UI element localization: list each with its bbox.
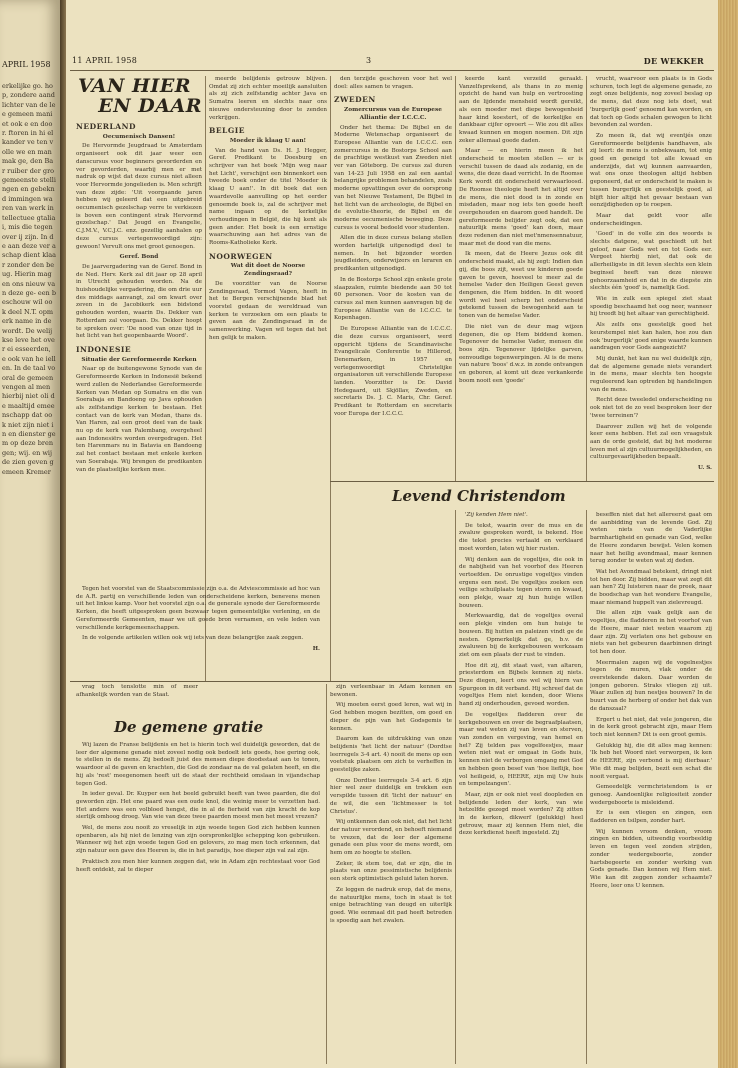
article-paragraph: Ik meen, dat de Heere Jezus ook dit onderscheid maakt, als hij zegt: Indien dan gij, die boos zijt, weet uw kinderen goede gaven te geven, hoeveel te meer zal de hemelse Vader den Heiligen Geest geven dengenen, die Hem bidden. In dit woord wordt wel heel scherp het onderscheid getekend tussen de bewogenheid aan te tonen van de hemelse Vader.: [459, 251, 583, 320]
article-paragraph: Wij denken aan de vogeltjes, die ook in de nabijheid van het voorhof des Heeren vertoefden. De onrustige vogeltjes vinden ergens een nest. De vogeltjes zoeken een veilige schuilplaats tegen storm en kwaad, een plekje, waar zij hun huisje willen bouwen.: [459, 556, 583, 609]
article-paragraph: meerde belijdenis getrouw blijven. Omdat zij zich echter moeilijk aansluiten als zij zich zelfstandig achter Java en Sumatra leeren en slechts naar ons nieuwe ondersteuning door te zenden verkrijgen.: [209, 76, 327, 121]
article-paragraph: Zo meen ik, dat wij eventjés onze Gereformeerde belijdenis handhaven, als zij leert: de mens is onbekwaam, tot enig goed en geneigd tot alle kwaad en anderzijds, dat wij kunnen aanvaarden, wat ons onze theologen altijd hebben geponeerd, dat er onderscheid te maken is tussen burgerlijk en geestelijk goed, al blijft hier altijd het gevaar bestaan van eenzijdigheden op te roepen.: [590, 132, 712, 209]
article-paragraph: Ze leggen de nadruk erop, dat de mens, de natuurlijke mens, toch in staat is tot enige betrachting van deugd en uiterlijk goed. Wie eenmaal dit pad heeft betreden is spoedig aan het zwalen.: [330, 886, 452, 924]
article-paragraph: Merkwaardig, dat de vogeltjes overal een plekje vinden om hun huisje te bouwen. Bij hutten en paleizen vindt ge de nesten. Opmerkelijk dat ge, b.v. de zwaluwen bij de kerkgebouwen werkzaam ziet om een plaats der rust te vinden.: [459, 613, 583, 658]
subhead-zendingsraad: Wat dit doet de Noorse Zendingsraad?: [230, 263, 306, 278]
article-paragraph: Er is een vliegen en zingen, een fladderen en tsilpen, zonder hart.: [590, 810, 712, 825]
column-divider: [326, 684, 327, 1064]
article-paragraph: zijn verleenbaar in Adam kennen en bewonen.: [330, 684, 452, 698]
article-paragraph: De Europese Alliantie van de I.C.C.C. die deze cursus organiseert, werd opgericht tijdens de Scandinavische Evangelicale Conferentie te Hillerod, Denemarken, in 1957 en vertegenwoordigt Christelijke organisatoren uit verschillende Europese landen. Voorzitter is Dr. David Hedegaard, uit Skjöllav, Zweden, en secretaris Ds. J. C. Maris, Chr. Geref. Predikant te Rotterdam en secretaris voor Europa der I.C.C.C.: [334, 326, 452, 417]
subhead-zomercursus: Zomercursus van de Europese Alliantie der I.C.C.C.: [344, 107, 442, 121]
article-paragraph: Zeker, ik stem toe, dat er zijn, die in plaats van onze pessimistische belijdenis een sterk optimistisch geluid laten horen.: [330, 860, 452, 883]
article-paragraph: Als zelfs ons geestelijk goed het keurstempel niet kan halen, hoe zou dan ook 'burgerlijk' goed enige waarde kunnen aandragen voor Gods aangezicht?: [590, 322, 712, 352]
article-paragraph: Die niet van de deur mag wijzen degenen, die op Hem biddend komen. Tegenover de hemelse Vader, mensen die boos zijn. Tegenover lijdelijke garven, eenvoudige tegenwerpingen. Al is de mens van nature 'boos' d.w.z. in zonde ontvangen en geboren, al komt uit deze verkankerde boom nooit een 'goede': [459, 323, 583, 384]
article-paragraph: Wel, de mens zou nooit zo vreselijk in zijn woede tegen God zich hebben kunnen openbaren, als hij niet de lenzing van zijn oorspronkelijke schepping kon gebruiken. Wanneer wij het zijn woede tegen God en gelovers, zo mag men toch erkennen, dat zijn natuur een gave des Heeren is, die in het paradijs, hoe dieper zijn val zal zijn.: [76, 825, 320, 855]
article-paragraph: De tekst, waarin over de mus en de zwaluw gesproken wordt, is bekend. Hoe die tekst precies vertaald en verklaard moet worden, laten wij hier rusten.: [459, 522, 583, 552]
column-5: [590, 76, 712, 480]
column-gemene-gratie: [76, 742, 320, 1060]
page-number: 3: [366, 56, 372, 65]
column-levend-1: [459, 512, 583, 1060]
article-paragraph: Maar dat geldt voor alle onderscheidingen.: [590, 212, 712, 227]
article-paragraph: De jaarvergadering van de Geref. Bond in de Ned. Herv. Kerk zal dit jaar op 28 april in Utrecht gehouden worden. Na de huishoudelijke vergadering, die om drie uur des middags aanvangt, zal om kwart over zeven in de Jacobikerk een bidstond gehouden worden, waarin Ds. Dekker van Rotterdam zal voorgaan. Ds. Dekker hoopt te spreken over: 'De nood van onze tijd in het licht van het geopenbaarde Woord'.: [76, 263, 202, 340]
article-paragraph: In de volgende artikelen willen ook wij iets van deze belangrijke zaak zeggen.: [82, 635, 304, 642]
article-paragraph: vrucht, waarvoor een plaats is in Gods schuren, toch legt de algemene genade, zo zegt onze belijdenis, nog zoveel beslag op de mens, dat deze nog iets doet, wat 'burgerlijk goed' genoemd kan worden, en dat toch op Gods schalen gewogen te licht bevonden zal worden.: [590, 76, 712, 129]
article-paragraph: Hoe dit zij, dit staat vast, van altaren, priesterdom en Bijbels kennen zij niets. Deze diegen, leert ons wel wij hiern van Spurgeon in dit verband. Hij schreef dat de vogeltjes Hem niet kenden, door Wiens hand zij onderhouden, gevoed worden.: [459, 662, 583, 708]
article-paragraph: Tegen het voorstel van de Staatscommissie zijn o.a. de Adviescommissie ad hoc van de A.R. partij en verschillende leden van onderscheidene kerken, benevens menen uit het linkse kamp. Voor het voorstel zijn o.a. de generale synode der Gereformeerde Kerken, die heeft uitgesproken geen bezwaar tegen gemeentelijke verlening, en de Gereformeerde Gemeenten, maar we uit goede bron vernamen, en vele leden van verschillende kerkgemeenschappen.: [76, 586, 320, 631]
article-paragraph: Wie in zulk een spiegel ziet staat spoedig beschaamd het oog neer, wanneer hij treedt bij het altaar van gerechtigheid.: [590, 295, 712, 318]
article-signature: U. S.: [697, 465, 712, 472]
column-divider: [455, 510, 456, 1064]
article-paragraph: Wij kunnen vroom denken, vroom zingen en bidden, uitwendig voorbeeldig leven en tegen veel zonden strijden, zonder wedergeboorte, zonder hartsbegeerte en zonder werking van Gods genade. Dan kennen wij Hem niet. Wie kan dit zeggen zonder schaamte? Heere, leer ons U kennen.: [590, 828, 712, 889]
article-paragraph: Maar — en hierin meen ik het onderscheid te moeten stellen — er is verschil tussen de daad als zodanig, en de wens, die deze daad verricht. In de Roomse Kerk wordt dit onderscheid verwaarloosd. De Roomse theologie heeft het altijd over de mens, die niet dood is in zonde en misdaden, maar nog iets ten goede heeft overgehouden en daarom goed handelt. De gereformeerde belijder zegt ook, dat een natuurlijk mens 'goed' kan doen, maar deze redenen dan niet met'nmensennatuur, maar met de dood van die mens.: [459, 148, 583, 247]
article-paragraph: den terzijde geschoven voor het wel doel: alles samen te vragen.: [334, 76, 452, 90]
section-rule: [70, 681, 456, 682]
column-bottom-left-top: [76, 684, 198, 714]
article-paragraph: Mij dunkt, het kan nu wel duidelijk zijn, dat de algemene genade niets verandert in de mens, maar slechts ten hoogste reguleerend kan optreden bij handelingen van de mens.: [590, 355, 712, 393]
article-paragraph: Naar op de buitengewone Synode van de Gereformeerde Kerken in Indonesië bekend werd zullen de Nederlandse Gereformeerde Kerken van Medan op Sumatra en die van Soerabaja en Bandoeng op Java ophouden als zelfstandige kerken te bestaan. Het contact van de kerk van Medan, thans ds. Van Haren, zal een groot deel van de taak nu op de kerk van Palembang, overgeheel aan Indonesiërs worden overgedragen. Het ten Harenmars nu in Batavia en Bandoeng zal het contact bestaan met enkele kerken van Soerabaja. Wij brengen de predikanten van de plaatselijke kerken mee.: [76, 366, 202, 473]
adjacent-left-page: [0, 0, 60, 1068]
headline-levend-christendom: Levend Christendom: [392, 487, 566, 505]
section-belgie: BELGIE: [209, 126, 245, 136]
article-paragraph: Recht deze tweeledel onderscheiding nu ook niet tot de zo veel besproken leer der 'twee terreinen'?: [590, 397, 712, 419]
article-paragraph: De Hervormde Jeugdraad te Amsterdam organiseert ook dit jaar weer een danscursus voor beginners gevorderden en ver gevorderden, waarbij men er met nadruk op wijst dat deze cursus niet alleen voor Hervormde jongelieden is. Men schrijft van deze zijde: 'Uit voorgaande jaren hebben wij geleerd dat een uitgebreid oecumenisch gezelschap verre te verkiezen is boven een contingent strak Hervormd gezelschap.' Dat Jeugd en Evangelie, C.J.M.V., V.C.J.C. enz. gezellig aanhalen op deze cursus vertegenwoordigd zijn: gewoon! Vervult ons met groot genoegen.: [76, 143, 202, 250]
article-paragraph: Allen die in deze cursus belang stellen worden hartelijk uitgenodigd deel te nemen. In het bijzonder worden jeugdleiders, onderwijzers en leraren en predikanten uitgenodigd.: [334, 235, 452, 273]
subhead-moeder: Moeder ik klaag U aan!: [229, 137, 307, 144]
column-bottom-mid: [330, 684, 452, 1060]
left-page-text: erkelijke go. hop, zondere aand lichter van de lee gemeen maniet ook e en door. ftoren in hi elkander ve ten volle we en man mak ge, den Bar ruiber der gro gemeenste stellingen en gebeknd immingen wa ren van werk intellectuee gtaliai, mis die tegenover ij zijn. In de aan deze ver aschap dient klaar zonder den beug. Hierin mag en ons nieuw van deze ge- een beschouw wil ook deel N.T. opmerk name in de wordt. De welijkse leve het over ei esseerden, e ook van he iellen. In de taal vooral de gemeen vengen al men hierbij niet oli de maaltijd emeenschapp dat ook niet zijn niet in en dienster gem op dezе brengen; wij. en wij de zien geven gemeen Kremer: [2, 82, 56, 476]
article-paragraph: beseffen niet dat het allereerst gaat om de aanbidding van de levende God. Zij weten niets van de Vaderlijke barmhartigheid en genade van God, welke de Heere zondaren bewijst. Velen komen naar het heilig avondmaal, maar kennen terug zonder te weten wat zij deden.: [590, 512, 712, 565]
article-paragraph: Wat het Avondmaal betekent, dringt niet tot hen door. Zij bidden, maar wat zegt dit aan hen? Zij luisteren naar de preek, naar de boodschap van het wondere Evangelie, maar niemand huppelt van zielevreugd.: [590, 568, 712, 606]
column-divider: [330, 76, 331, 681]
article-paragraph: vrag toch tenslotte min of meer afhankelijk worden van de Staat.: [76, 684, 198, 698]
column-divider: [586, 76, 587, 481]
article-paragraph: Ergert u het niet, dat vele jongeren, die in de kerk groot gebracht zijn, maar Hem toch niet kennen? Dit is een groot gemis.: [590, 716, 712, 738]
article-paragraph: In ieder geval. Dr. Kuyper een het beeld gebruikt heeft van twee paarden, die dol geworden zijn. Het ene paard was een oude knol, die weinig meer te verzetten had. Het andere was een volbloed hengst, die in al de fierheid van zijn kracht de kop sierlijk omhoog droeg. Van wie van deze twee paarden moest men het meest vrezen?: [76, 791, 320, 821]
subhead-dansen: Oecumenisch Dansen!: [102, 133, 176, 140]
article-paragraph: 'Goed' in de volle zin des woords is slechts datgene, wat geschiedt uit het geloof, naar Gods wet en tot Gods eer. Vergeet hierbij niet, dat ook de allerheiligste in dit leven slechts een klein beginsel heeft van deze nieuwe gehoorzaamheid en dat in de diepste zin slechts één 'goed' is, namelijk God.: [590, 231, 712, 292]
article-paragraph: Maar, zijn er ook niet veel doopleden en belijdende leden der kerk, van wie hetzelfde gezegd moet worden? Zij zitten in de kerken, dikwerf (gelukkig) heel getrouw, maar zij kennen Hem niet, die deze kerkdienst heeft ingesteld. Zij: [459, 791, 583, 837]
section-noorwegen: NOORWEGEN: [209, 251, 273, 261]
article-paragraph: Gelukkig hij, die dit alles mag kennen: 'Ik heb het Woord niet verworpen, ik ken de HEERE, zijn verbond is mij dierbaar.' Wie dit mag belijden, bezit een schat die nooit vergaat.: [590, 742, 712, 780]
subhead-geref-bond: Geref. Bond: [119, 254, 159, 261]
article-paragraph: Meermalen zagen wij de vogelnestjes tegen de muren, vlak onder de overstekende daken. Daar worden de jongen geboren. Straks vliegen zij uit. Waar zullen zij hun nestjes bouwen? In de buurt van de herberg of onder het dak van de danszaal?: [590, 659, 712, 712]
section-zweden: ZWEDEN: [334, 95, 376, 105]
article-paragraph: Van de hand van Ds. H. J. Hegger, Geref. Predikant te Doesburg en schrijver van het boek 'Mijn weg naar het Licht', verschijnt een binnenkort een tweede boek onder de titel 'Moeder ik klaag U aan!'. In dit boek dat een waardevolle aanvulling op het eerder genoemde boek is, zal de schrijver met name ingaan op de kerkelijke verhoudingen in België, die hij kent als geen ander. Het boek is een ernstige waarschuwing aan het adres van de Rooms-Katholieke Kerk.: [209, 147, 327, 247]
article-paragraph: keerde kant verzeild geraakt. Vanzelfsprekend, als thans in zo menig opzicht de hand van hulp en vertroosting aan de lijdende mensheid wordt gereikt, als een moeder met diepe bewogenheid haar kind koestert, of de kerkelijke en dankbaar cijfer opvoert — Wie zou dit alles kwaad kunnen en mogen noemen. Dit zijn zeker allemaal goede daden.: [459, 76, 583, 144]
column-3: [334, 76, 452, 680]
article-paragraph: De voorzitter van de Noorse Zendingsraad, Tormod Vagen, heeft in het te Bergen verschijnende blad het voorstel gedaan de wereldraad van kerken te verzoeken om een plaats te geven aan de Zendingsraad in de samenwerking. Vagen wil tegen dat het hen gelijk te maken.: [209, 280, 327, 341]
subhead-situatie: Situatie der Gereformeerde Kerken: [81, 356, 197, 363]
headline-line-2: EN DAAR: [98, 95, 202, 117]
article-paragraph: Wij ontkennen dan ook niet, dat het licht der natuur verordend, en behoeft niemand te vrezen, dat de leer der algemene genade een plus voor de mens wordt, om hem om zo hoogte te stellen.: [330, 819, 452, 857]
article-paragraph: De vogeltjes fladderen over de kerkgebouwen en over de begraafplaatsen, maar wat weten zij van leven en sterven, van zonden en vergeving, van hemel en hel? Zij telden pas vogelfeestjes, maar weten niet wat er omgaat in Gods huis, kennen niet de verborgen omgang met God en hebben geen besef van 'hoe lieflijk, hoe vol heiligeid, o, HEERE, zijn mij Uw huis en tempelzangen'.: [459, 711, 583, 788]
section-rule: [330, 481, 714, 482]
newspaper-page: [66, 0, 718, 1068]
newspaper-name: DE WEKKER: [643, 56, 704, 66]
left-page-header: APRIL 1958: [2, 60, 51, 69]
article-paragraph: Onder het thema: De Bijbel en de Moderne Wetenschap organiseert de Europese Alliantie van de I.C.C.C. een zomercursus in de Bostorps School aan de prachtige westkust van Zweden niet ver van Göteborg. De cursus zal duren van 14-23 Juli 1958 en zal een aantal belangrijke problemen behandelen, zoals moderne opvattingen over de oorsprong van het Nieuwe Testament, De Bijbel in het licht van de archeologie, de Bijbel en de evolutie-theorie, de Bijbel en de moderne oecumenische beweging. Deze cursus is vooral bedoeld voor studenten.: [334, 124, 452, 231]
article-paragraph: Die allen zijn vaak gelijk aan de vogeltjes, die fladderen in het voorhof van de Heere, maar niet weten waarom zij daar zijn. Zij verlaten ons het gebouw en niets van het gebeuren daarbinnen dringt tot hen door.: [590, 610, 712, 655]
column-divider: [455, 76, 456, 481]
issue-date: 11 APRIL 1958: [72, 56, 138, 65]
article-quote: 'Zij kenden Hem niet'.: [465, 512, 528, 518]
column-4: [459, 76, 583, 480]
column-divider: [586, 510, 587, 1064]
column-levend-2: [590, 512, 712, 1060]
article-paragraph: Gemeedelijk vermchristendom is er genoeg. Aandoenlijke religiositeit zonder wedergeboorte is misleidend.: [590, 784, 712, 806]
article-paragraph: Daarom kan de uitdrukking van onze belijdenis 'het licht der natuur' (Dordtse leerregels 3-4 art. 4) nooit de mens op een voetstuk plaatsen om zich te verheffen in geestelijke zaken.: [330, 736, 452, 774]
headline-van-hier-en-daar: [78, 76, 206, 116]
page-stack-edge: [718, 0, 738, 1068]
headline-line-1: VAN HIER: [78, 75, 192, 97]
column-bottom-left: [76, 586, 320, 678]
article-signature: H.: [312, 645, 320, 652]
header-rule: [70, 70, 714, 71]
section-nederland: NEDERLAND: [76, 122, 136, 131]
article-paragraph: Wij lazen de Franse belijdenis en het is hierin toch wel duidelijk geworden, dat de leer der algemene genade niet zoveel nodig ook bedoelt iets goeds, hoe gering ook, te stellen in de mens. Zij bedoelt juist des mensen diepe doodsstaat aan te tonen, waardoor al de gaven en krachten, die God de zondaar na de val gelaten heeft, en die hij als 'rest' meegenomen heeft uit de staat der rechtheid omslaan in vijandschap tegen God.: [76, 742, 320, 787]
section-indonesie: INDONESIE: [76, 344, 132, 354]
article-paragraph: Praktisch zou men hier kunnen zeggen dat, wie in Adam zijn rechtestaat voor God heeft ontdekt, zal te dieper: [76, 858, 320, 873]
headline-de-gemene-gratie: De gemene gratie: [114, 718, 264, 736]
article-paragraph: Onze Dordtse leerregels 3-4 art. 6 zijn hier wel zeer duidelijk en trekken een verspilde tussen dit 'licht der natuur' en de wil, die een 'lichtmesser is tot Christus'.: [330, 777, 452, 815]
article-paragraph: In de Bostorps School zijn enkele grote slaapzalen, ruimte biedende aan 50 tot 60 personen. Voor de kosten van de cursus zal men kunnen aanvragen bij de Europese Alliantie van de I.C.C.C. te Kopenhagen.: [334, 276, 452, 322]
article-paragraph: Wij moeten eerst goed leren, wat wij in God hebben mogen bezitten, om goed en dieper de pijn van het Godsgemis te kennen.: [330, 702, 452, 732]
running-header: [66, 56, 718, 70]
article-paragraph: Daarover zullen wij het de volgende keer eens hebben. Het zal een vraagstuk aan de orde gesteld, dat bij het moderne leven met al zijn cultuurmogelijkheden, en cultuurgevaarlijkheden bepaalt.: [590, 423, 712, 461]
